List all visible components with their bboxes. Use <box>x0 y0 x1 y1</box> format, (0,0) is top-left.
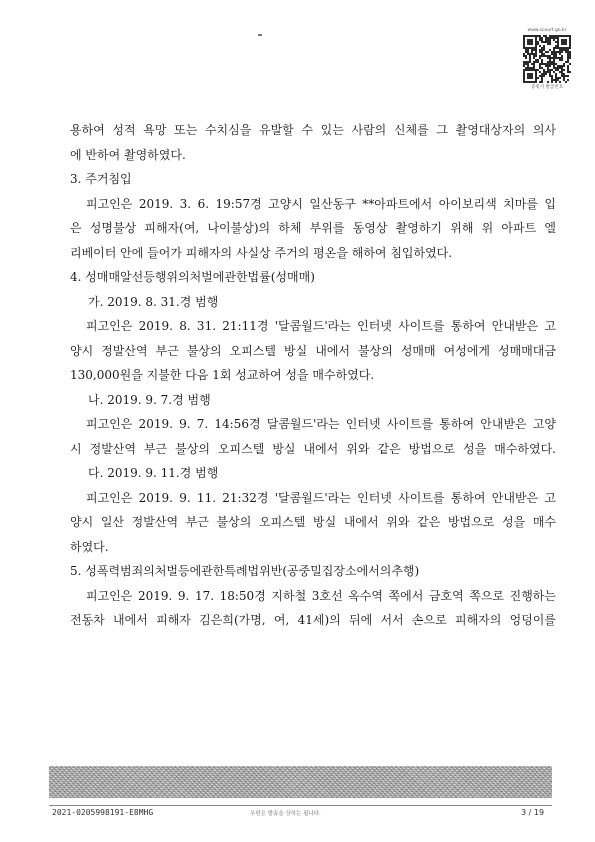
security-pattern-band <box>49 766 552 798</box>
body-line: 용하여 성적 욕망 또는 수치심을 유발할 수 있는 사람의 신체를 그 촬영대상자의 의사 <box>70 123 556 137</box>
body-line: 피고인은 2019. 9. 11. 21:32경 '달콤월드'라는 인터넷 사이트를 통하여 안내받은 고 <box>86 490 556 505</box>
body-line: 양시 일산 정발산역 부근 불상의 오피스텔 방실 내에서 위와 같은 방법으로 성을 매수 <box>70 515 556 529</box>
body-line: 에 반하여 촬영하였다. <box>70 147 186 162</box>
body-line: 리베이터 안에 들어가 피해자의 사실상 주거의 평온을 해하여 침입하였다. <box>70 245 453 260</box>
section-heading: 3. 주거침입 <box>70 172 132 186</box>
body-line: 피고인은 2019. 9. 17. 18:50경 지하철 3호선 옥수역 쪽에서 금호역 쪽으로 진행하는 <box>86 588 556 603</box>
body-line: 양시 정발산역 부근 불상의 오피스텔 방실 내에서 불상의 성매매 여성에게 성매매대금 <box>70 343 556 358</box>
qr-block <box>521 28 573 90</box>
section-heading: 5. 성폭력범죄의처벌등에관한특례법위반(공중밀집장소에서의추행) <box>70 564 420 578</box>
section-heading: 4. 성매매알선등행위의처벌에관한법률(성매매) <box>70 270 315 284</box>
body-line: 시 정발산역 부근 불상의 오피스텔 방실 내에서 위와 같은 방법으로 성을 매수하였다. <box>70 441 556 456</box>
body-line: 피고인은 2019. 3. 6. 19:57경 고양시 일산동구 **아파트에서 아이보리색 치마를 입 <box>86 196 556 211</box>
scan-mark <box>258 34 262 36</box>
body-line: 130,000원을 지불한 다음 1회 성교하여 성을 매수하였다. <box>70 368 375 382</box>
document-id: 2021-0205998191-E8MHG <box>52 808 154 817</box>
body-line: 전동차 내에서 피해자 김은희(가명, 여, 41세)의 뒤에 서서 손으로 피해자의 엉덩이를 <box>70 613 556 627</box>
subsection-heading: 가. 2019. 8. 31.경 범행 <box>88 294 219 309</box>
footer-note: 우편은 발송을 상하는 됩니다. <box>250 811 321 817</box>
body-line: 피고인은 2019. 8. 31. 21:11경 '달콤월드'라는 인터넷 사이트를 통하여 안내받은 고 <box>86 319 556 333</box>
body-line: 하였다. <box>70 539 109 554</box>
qr-code-icon <box>523 35 571 83</box>
body-line: 은 성명불상 피해자(여, 나이불상)의 하체 부위를 동영상 촬영하기 위해 위 아파트 엘 <box>70 221 556 235</box>
subsection-heading: 다. 2019. 9. 11.경 범행 <box>88 466 219 480</box>
document-body <box>70 118 556 633</box>
subsection-heading: 나. 2019. 9. 7.경 범행 <box>88 392 211 407</box>
qr-url-text: www.scourt.go.kr <box>527 28 567 33</box>
body-line: 피고인은 2019. 9. 7. 14:56경 달콤월드'라는 인터넷 사이트를 통하여 안내받은 고양 <box>86 417 556 431</box>
footer-divider <box>49 805 552 806</box>
page-number: 3 / 19 <box>521 808 545 817</box>
qr-caption-text: 증명서 발급번호 <box>531 85 563 90</box>
